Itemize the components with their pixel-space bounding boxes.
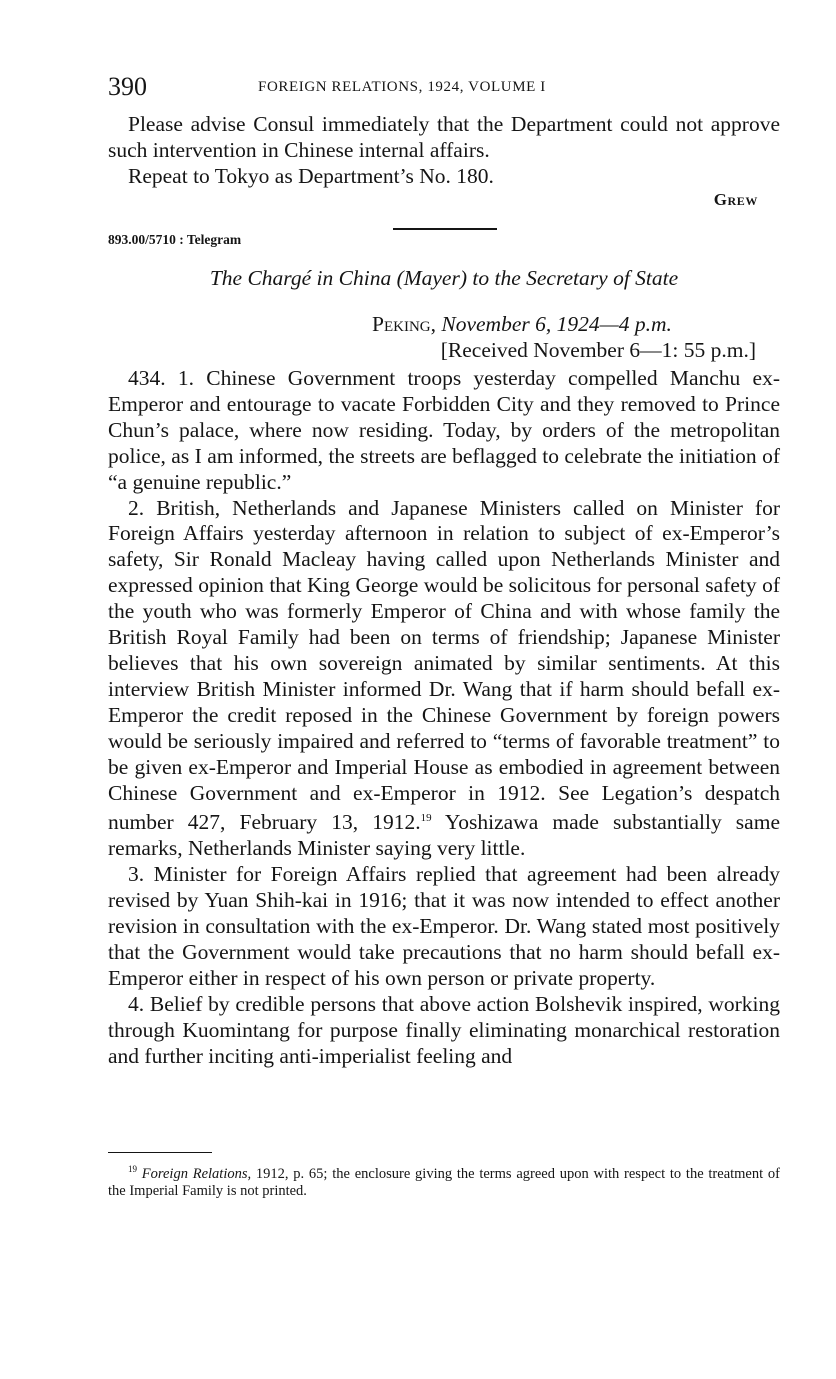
page-header bbox=[108, 70, 780, 104]
section-divider bbox=[393, 228, 497, 230]
paragraph-4: 4. Belief by credible persons that above action Bolshevik inspired, working through Kuomintang for purpose finally eliminating monarchical restoration and further inciting anti-imperialist feeling and bbox=[108, 991, 780, 1068]
dateline-place: Peking, bbox=[372, 312, 436, 336]
dateline-date: November 6, 1924—4 p.m. bbox=[441, 312, 672, 336]
footnote-ref: 19 bbox=[420, 812, 432, 825]
paragraph-1: 434. 1. Chinese Government troops yesterday compelled Manchu ex-Emperor and entourage to vacate Forbidden City and they removed to Prince Chun’s palace, where now residing. Today, by orders of the metropolitan police, as I am informed, the streets are beflagged to celebrate the initiation of “a genuine republic.” bbox=[108, 366, 780, 494]
repeat-paragraph: Repeat to Tokyo as Department’s No. 180. bbox=[128, 163, 494, 188]
telegram-body bbox=[108, 366, 780, 1070]
opening-paragraph: Please advise Consul immediately that the Department could not approve such intervention in Chinese internal affairs. bbox=[108, 112, 780, 162]
footnote-number: 19 bbox=[128, 1164, 137, 1174]
footnote-source: Foreign Relations, bbox=[141, 1165, 252, 1182]
opening-text bbox=[108, 112, 780, 190]
paragraph-3: 3. Minister for Foreign Affairs replied that agreement had been already revised by Yuan Shih-kai in 1916; that it was now intended to effect another revision in consultation with the ex-Emperor. Dr. Wang stated most positively that the Government would take precautions that no harm should befall ex-Emperor either in respect of his own person or private property. bbox=[108, 862, 780, 990]
paragraph-2-text-end: Yoshizawa made substantially same remarks, Netherlands Minister saying very little. bbox=[108, 810, 780, 861]
footnote-text: 1912, p. 65; the enclosure giving the terms agreed upon with respect to the treatment of the Imperial Family is not printed. bbox=[108, 1165, 780, 1199]
dateline bbox=[372, 311, 672, 337]
running-title: FOREIGN RELATIONS, 1924, VOLUME I bbox=[258, 79, 546, 95]
paragraph-2 bbox=[108, 496, 780, 863]
received-line: [Received November 6—1: 55 p.m.] bbox=[440, 338, 756, 362]
file-number: 893.00/5710 : Telegram bbox=[108, 232, 242, 247]
paragraph-2-text: 2. British, Netherlands and Japanese Ministers called on Minister for Foreign Affairs yesterday afternoon in relation to subject of ex-Emperor’s safety, Sir Ronald Macleay having called upon Netherlands Minister and expressed opinion that King George would be solicitous for personal safety of the youth who was formerly Emperor of China and with whose family the British Royal Family had been on terms of friendship; Japanese Minister believes that his own sovereign animated by similar sentiments. At this interview British Minister informed Dr. Wang that if harm should befall ex-Emperor the credit reposed in the Chinese Government by foreign powers would be seriously impaired and referred to “terms of favorable treatment” to be given ex-Emperor and Imperial House as embodied in agreement between Chinese Government and ex-Emperor in 1912. See Legation’s despatch number 427, February 13, 1912. bbox=[108, 495, 780, 835]
document-title: The Chargé in China (Mayer) to the Secretary of State bbox=[209, 266, 679, 290]
page-number: 390 bbox=[108, 72, 147, 101]
footnote bbox=[108, 1161, 780, 1200]
signature: Grew bbox=[713, 190, 758, 209]
footnote-divider bbox=[108, 1152, 212, 1153]
